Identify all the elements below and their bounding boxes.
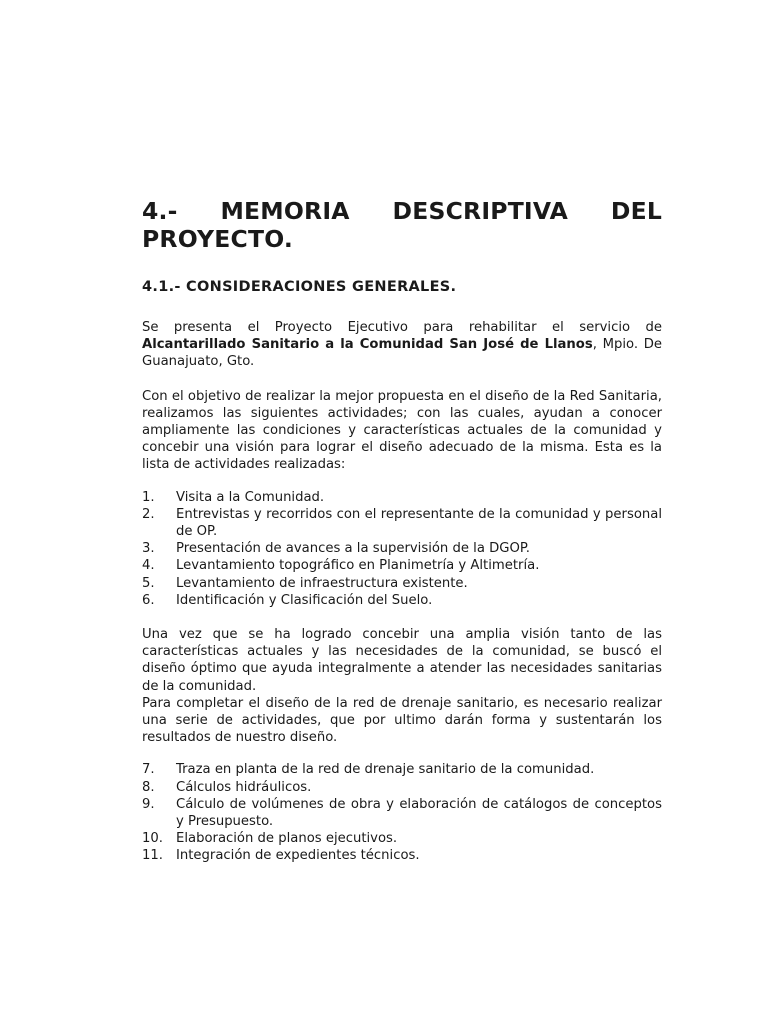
list-item: [142, 557, 662, 574]
list-item: [142, 575, 662, 592]
list-item: [142, 796, 662, 830]
list-item-text: Integración de expedientes técnicos.: [176, 848, 420, 864]
list-item-text: Traza en planta de la red de drenaje sanitario de la comunidad.: [176, 762, 595, 778]
list-item-number: 11.: [142, 848, 163, 864]
list-item-text: Cálculo de volúmenes de obra y elaboración de catálogos de conceptos y Presupuesto.: [176, 796, 662, 830]
list-item-text: Elaboración de planos ejecutivos.: [176, 831, 398, 847]
list-item: [142, 761, 662, 778]
list-item: [142, 830, 662, 847]
list-item-number: 2.: [142, 506, 155, 522]
intro-text-start: Se presenta el Proyecto Ejecutivo para rehabilitar el servicio de: [142, 320, 662, 335]
page-title: 4.- MEMORIA DESCRIPTIVA DEL PROYECTO.: [142, 197, 662, 253]
intro-text-end: , Mpio. De Guanajuato, Gto.: [142, 337, 662, 370]
list-item-number: 6.: [142, 592, 155, 608]
list-item: [142, 540, 662, 557]
list-item-text: Cálculos hidráulicos.: [176, 779, 312, 795]
list-item: [142, 489, 662, 506]
list-item: [142, 592, 662, 609]
list-item: [142, 847, 662, 864]
list-item-number: 10.: [142, 831, 163, 847]
project-name: Alcantarillado Sanitario a la Comunidad San José de Llanos: [142, 337, 593, 353]
list-item-number: 3.: [142, 541, 155, 557]
intro-paragraph: [142, 319, 662, 371]
list-item-text: Entrevistas y recorridos con el representante de la comunidad y personal de OP.: [176, 506, 662, 540]
list-item: [142, 506, 662, 540]
list-item-number: 9.: [142, 796, 155, 812]
list-item-number: 4.: [142, 558, 155, 574]
list-item-text: Identificación y Clasificación del Suelo.: [176, 592, 433, 608]
list-item-number: 8.: [142, 779, 155, 795]
list-item-text: Levantamiento de infraestructura existente.: [176, 575, 468, 591]
section-heading: 4.1.- CONSIDERACIONES GENERALES.: [142, 279, 457, 295]
list-item-number: 1.: [142, 489, 155, 505]
activities-design-list: [142, 761, 662, 864]
document-page: [142, 197, 662, 865]
vision-paragraph: Una vez que se ha logrado concebir una amplia visión tanto de las características actuales y las necesidades de la comunidad, se buscó el diseño óptimo que ayuda integralmente a atender las necesidades sanitarias de la comunidad.: [142, 627, 662, 694]
activities-done-list: [142, 489, 662, 609]
list-item-text: Visita a la Comunidad.: [176, 489, 325, 505]
objective-paragraph: Con el objetivo de realizar la mejor propuesta en el diseño de la Red Sanitaria, realizamos las siguientes actividades; con las cuales, ayudan a conocer ampliamente las condiciones y características actuales de la comunidad y concebir una visión para lograr el diseño adecuado de la misma. Esta es la lista de actividades realizadas:: [142, 388, 662, 473]
list-item-text: Presentación de avances a la supervisión de la DGOP.: [176, 541, 530, 557]
list-item: [142, 779, 662, 796]
completion-paragraph: Para completar el diseño de la red de drenaje sanitario, es necesario realizar una serie de actividades, que por ultimo darán forma y sustentarán los resultados de nuestro diseño.: [142, 695, 662, 746]
list-item-number: 7.: [142, 762, 155, 778]
list-item-number: 5.: [142, 575, 155, 591]
list-item-text: Levantamiento topográfico en Planimetría y Altimetría.: [176, 558, 540, 574]
